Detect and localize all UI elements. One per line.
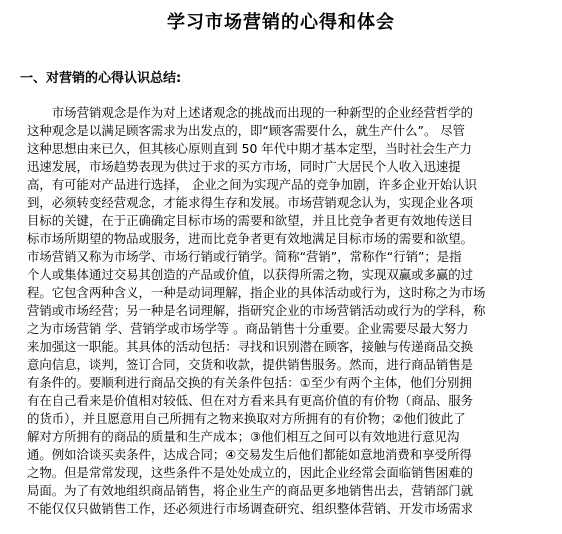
body-text	[27, 104, 557, 518]
body-line: 这种观念是以满足顾客需求为出发点的，即“顾客需要什么，就生产什么”。 尽管	[27, 123, 466, 138]
body-line: 不能仅仅只做销售工作，还必须进行市场调查研究、组织整体营销、开发市场需求	[27, 501, 474, 516]
body-line: 个人或集体通过交易其创造的产品或价值，以获得所需之物，实现双赢或多赢的过	[27, 267, 474, 282]
body-line: 的货币），并且愿意用自己所拥有之物来换取对方所拥有的有价物；②他们彼此了	[27, 411, 466, 426]
body-line: 解对方所拥有的商品的质量和生产成本；③他们相互之间可以有效地进行意见沟	[27, 429, 460, 444]
body-line: 标市场所期望的物品或服务，进而比竞争者更有效地满足目标市场的需要和欲望。	[27, 231, 474, 246]
body-line: 到，必须转变经营观念，才能求得生存和发展。市场营销观念认为，实现企业各项	[27, 195, 474, 210]
body-line: 意向信息，谈判，签订合同，交货和收款，提供销售服务。然而，进行商品销售是	[27, 357, 474, 372]
body-line: 通。例如洽谈买卖条件，达成合同；④交易发生后他们都能如意地消费和享受所得	[27, 447, 472, 462]
body-line: 市场营销又称为市场学、市场行销或行销学。简称“营销”，常称作“行销”；是指	[27, 249, 462, 264]
body-line: 之为市场营销 学、营销学或市场学等 。商品销售十分重要。企业需要尽最大努力	[27, 321, 469, 336]
body-line: 高，有可能对产品进行选择， 企业之间为实现产品的竞争加剧，许多企业开始认识	[27, 177, 478, 192]
body-line: 有在自己看来是价值相对较低、但在对方看来具有更高价值的有价物（商品、服务	[27, 393, 474, 408]
body-line: 程。它包含两种含义，一种是动词理解，指企业的具体活动或行为，这时称之为市场	[27, 285, 486, 300]
body-line: 之物。但是常常发现，这些条件不是处处成立的，因此企业经常会面临销售困难的	[27, 465, 474, 480]
section-heading: 一、对营销的心得认识总结:	[20, 71, 182, 86]
body-line: 市场营销观念是作为对上述诸观念的挑战而出现的一种新型的企业经营哲学的	[51, 105, 474, 120]
body-line: 目标的关键，在于正确确定目标市场的需要和欲望，并且比竞争者更有效地传送目	[27, 213, 474, 228]
body-line: 迅速发展，市场趋势表现为供过于求的买方市场，同时广大居民个人收入迅速提	[27, 159, 461, 174]
document-title: 学习市场营销的心得和体会	[167, 12, 395, 33]
body-line: 来加强这一职能。其具体的活动包括：寻找和识别潜在顾客，接触与传递商品交换	[27, 339, 474, 354]
body-line: 有条件的。要顺利进行商品交换的有关条件包括：①至少有两个主体，他们分别拥	[27, 375, 472, 390]
body-line: 这种思想由来已久，但其核心原则直到 50 年代中期才基本定型，当时社会生产力	[27, 141, 472, 156]
body-line: 营销或市场经营；另一种是名词理解，指研究企业的市场营销活动或行为的学科，称	[27, 303, 486, 318]
body-line: 局面。为了有效地组织商品销售，将企业生产的商品更多地销售出去，营销部门就	[27, 483, 474, 498]
